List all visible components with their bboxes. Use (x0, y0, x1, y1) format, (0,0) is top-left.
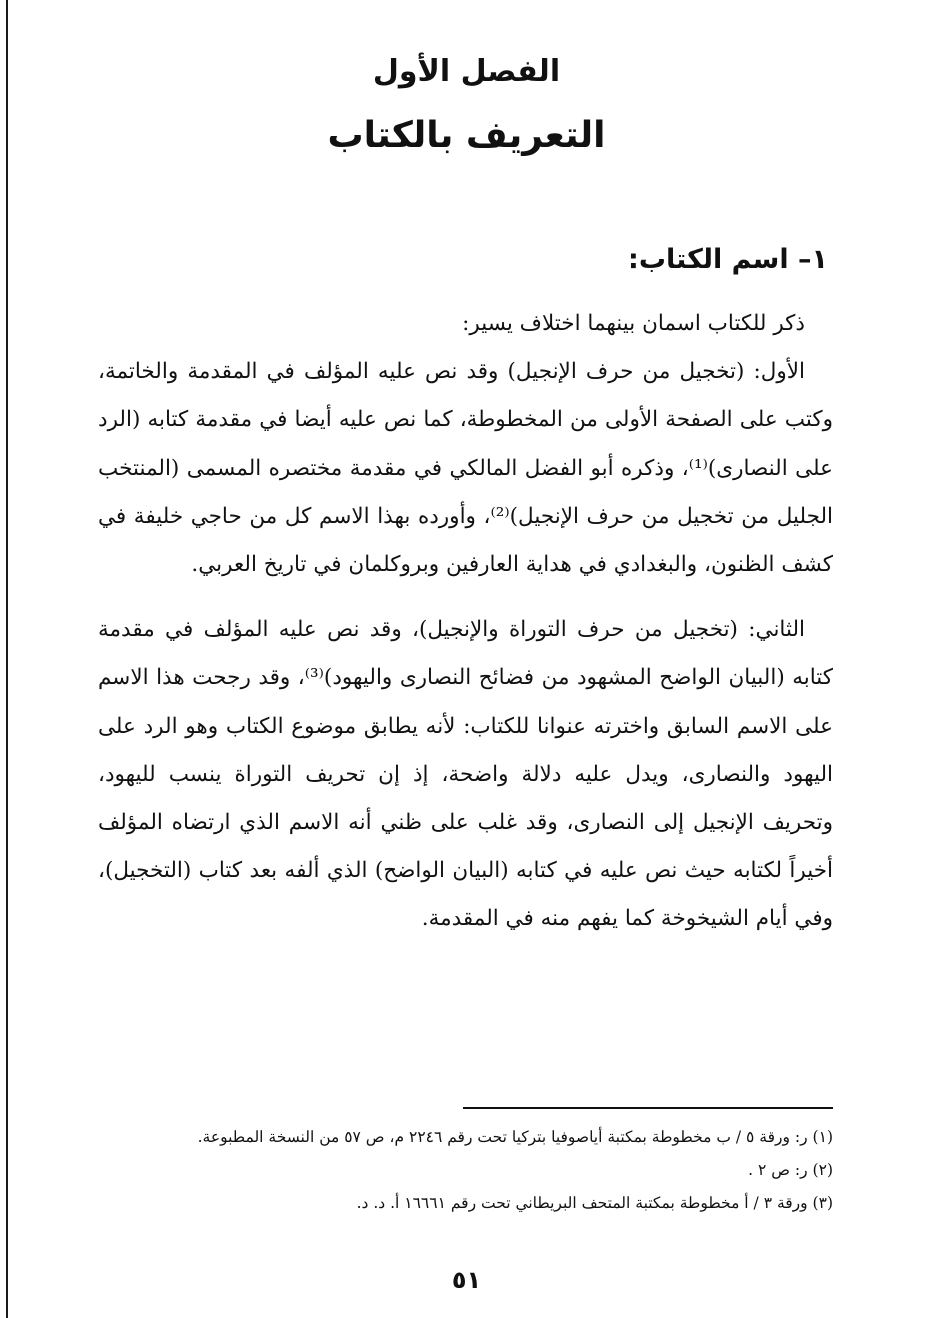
second-name-paragraph: الثاني: (تخجيل من حرف التوراة والإنجيل)، وقد نص عليه المؤلف في مقدمة كتابه (البيان الواضح المشهود من فضائح النصارى واليهود)⁽³⁾، وقد رجحت هذا الاسم على الاسم السابق واخترته عنوانا للكتاب: لأنه يطابق موضوع الكتاب وهو الرد على اليهود والنصارى، ويدل عليه دلالة واضحة، إذ إن تحريف التوراة ينسب لليهود، وتحريف الإنجيل إلى النصارى، وقد غلب على ظني أنه الاسم الذي ارتضاه المؤلف أخيراً لكتابه حيث نص عليه في كتابه (البيان الواضح) الذي ألفه بعد كتاب (التخجيل)، وفي أيام الشيخوخة كما يفهم منه في المقدمة. (98, 617, 833, 932)
footnote-separator (463, 1107, 833, 1109)
footnote-2: (٢) ر: ص ٢ . (748, 1161, 833, 1179)
footnotes (98, 1121, 833, 1220)
chapter-title: التعريف بالكتاب (327, 115, 606, 156)
footnote-3: (٣) ورقة ٣ / أ مخطوطة بمكتبة المتحف البريطاني تحت رقم ١٦٦٦١ أ. د. د. (356, 1194, 833, 1212)
page-number: ٥١ (451, 1266, 482, 1294)
intro-paragraph: ذكر للكتاب اسمان بينهما اختلاف يسير: (462, 311, 805, 336)
chapter-label: الفصل الأول (372, 54, 561, 89)
first-name-paragraph: الأول: (تخجيل من حرف الإنجيل) وقد نص عليه المؤلف في المقدمة والخاتمة، وكتب على الصفحة الأولى من المخطوطة، كما نص عليه أيضا في مقدمة كتابه (الرد على النصارى)⁽¹⁾، وذكره أبو الفضل المالكي في مقدمة مختصره المسمى (المنتخب الجليل من تخجيل من حرف الإنجيل)⁽²⁾، وأورده بهذا الاسم كل من حاجي خليفة في كشف الظنون، والبغدادي في هداية العارفين وبروكلمان في تاريخ العربي. (98, 359, 834, 578)
footnote-1: (١) ر: ورقة ٥ / ب مخطوطة بمكتبة أياصوفيا بتركيا تحت رقم ٢٢٤٦ م، ص ٥٧ من النسخة المطبوعة. (197, 1128, 833, 1146)
section-heading: ١– اسم الكتاب: (628, 244, 828, 275)
body-text (98, 300, 833, 944)
page-edge-line (6, 0, 8, 1318)
